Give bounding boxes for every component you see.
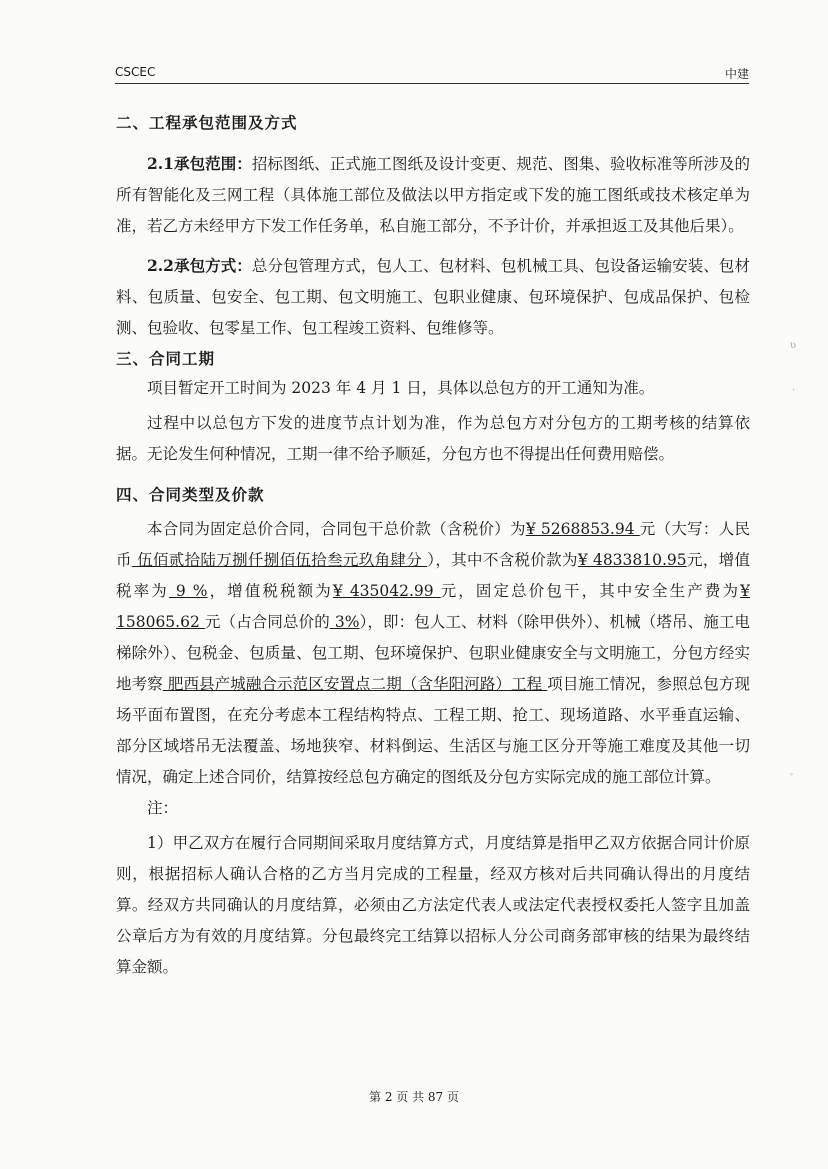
price-text-2: 元（大写：人民币 bbox=[116, 520, 750, 569]
scan-mark: · bbox=[792, 385, 796, 396]
paragraph-method bbox=[116, 250, 750, 344]
scan-mark: ﾞ bbox=[790, 774, 795, 785]
price-text-6: 元，固定总价包干，其中安全生产费为 bbox=[440, 582, 741, 600]
header-right: 中建 bbox=[724, 67, 749, 81]
paragraph-start-date: 项目暂定开工时间为 2023 年 4 月 1 日，具体以总包方的开工通知为准。 bbox=[147, 379, 655, 397]
scan-mark: ʋ bbox=[790, 340, 797, 351]
safety-fee: ¥ 158065.62 bbox=[116, 582, 750, 631]
section-title-scope: 二、工程承包范围及方式 bbox=[116, 113, 298, 132]
page-footer: 第 2 页 共 87 页 bbox=[369, 1090, 459, 1104]
paragraph-scope bbox=[116, 148, 750, 242]
price-text-3: ），其中不含税价款为 bbox=[427, 551, 578, 569]
section-title-period: 三、合同工期 bbox=[116, 349, 216, 368]
note-item-1: 1）甲乙双方在履行合同期间采取月度结算方式，月度结算是指甲乙双方依据合同计价原则，根据招标人确认合格的乙方当月完成的工程量，经双方核对后共同确认得出的月度结算。经双方共同确认的月度结算，必须由乙方法定代表人或法定代表授权委托人签字且加盖公章后方为有效的月度结算。分包最终完工结算以招标人分公司商务部审核的结果为最终结算金额。 bbox=[116, 834, 750, 976]
price-text-8: ），即：包人工、材料（除甲供外）、机械（塔吊、施工电梯除外）、包税金、包质量、包工期、包环境保护、包职业健康安全与文明施工，分包方经实地考察 bbox=[116, 613, 750, 693]
text-scope: 招标图纸、正式施工图纸及设计变更、规范、图集、验收标准等所涉及的所有智能化及三网工程（具体施工部位及做法以甲方指定或下发的施工图纸或技术核定单为准，若乙方未经甲方下发工作任务单，私自施工部分，不予计价，并承担返工及其他后果）。 bbox=[116, 155, 750, 235]
price-text-9: 项目施工情况，参照总包方现场平面布置图，在充分考虑本工程结构特点、工程工期、抢工、现场道路、水平垂直运输、部分区域塔吊无法覆盖、场地狭窄、材料倒运、生活区与施工区分开等施工难度及其他一切情况，确定上述合同价，结算按经总包方确定的图纸及分包方实际完成的施工部位计算。 bbox=[116, 675, 750, 786]
page-header bbox=[115, 61, 749, 84]
note-label: 注： bbox=[147, 799, 179, 817]
price-text-5: ，增值税税额为 bbox=[207, 582, 333, 600]
section-title-price: 四、合同类型及价款 bbox=[116, 485, 265, 504]
header-left: CSCEC bbox=[115, 65, 156, 79]
total-price-chinese: 伍佰贰拾陆万捌仟捌佰伍拾叁元玖角肆分 bbox=[131, 551, 428, 569]
text-method: 总分包管理方式，包人工、包材料、包机械工具、包设备运输安装、包材料、包质量、包安全、包工期、包文明施工、包职业健康、包环境保护、包成品保护、包检测、包验收、包零星工作、包工程竣工资料、包维修等。 bbox=[116, 257, 750, 337]
label-method: 2.2承包方式： bbox=[147, 256, 252, 275]
paragraph-schedule: 过程中以总包方下发的进度节点计划为准，作为总包方对分包方的工期考核的结算依据。无论发生何种情况，工期一律不给予顺延，分包方也不得提出任何费用赔偿。 bbox=[116, 414, 750, 463]
label-scope: 2.1承包范围： bbox=[147, 154, 252, 173]
vat-rate: 9 % bbox=[168, 582, 208, 600]
price-text-1: 本合同为固定总价合同，合同包干总价款（含税价）为 bbox=[147, 520, 526, 538]
safety-fee-percent: 3% bbox=[329, 613, 360, 631]
price-text-7: 元（占合同总价的 bbox=[204, 613, 330, 631]
vat-amount: ¥ 435042.99 bbox=[332, 582, 441, 600]
price-text-4: 元，增值税率为 bbox=[116, 551, 750, 600]
total-price: ¥ 5268853.94 bbox=[525, 520, 640, 538]
project-name: 肥西县产城融合示范区安置点二期（含华阳河路）工程 bbox=[162, 675, 548, 693]
pretax-price: ¥ 4833810.95 bbox=[577, 551, 687, 569]
document-body bbox=[116, 108, 750, 983]
paragraph-price bbox=[116, 514, 750, 793]
